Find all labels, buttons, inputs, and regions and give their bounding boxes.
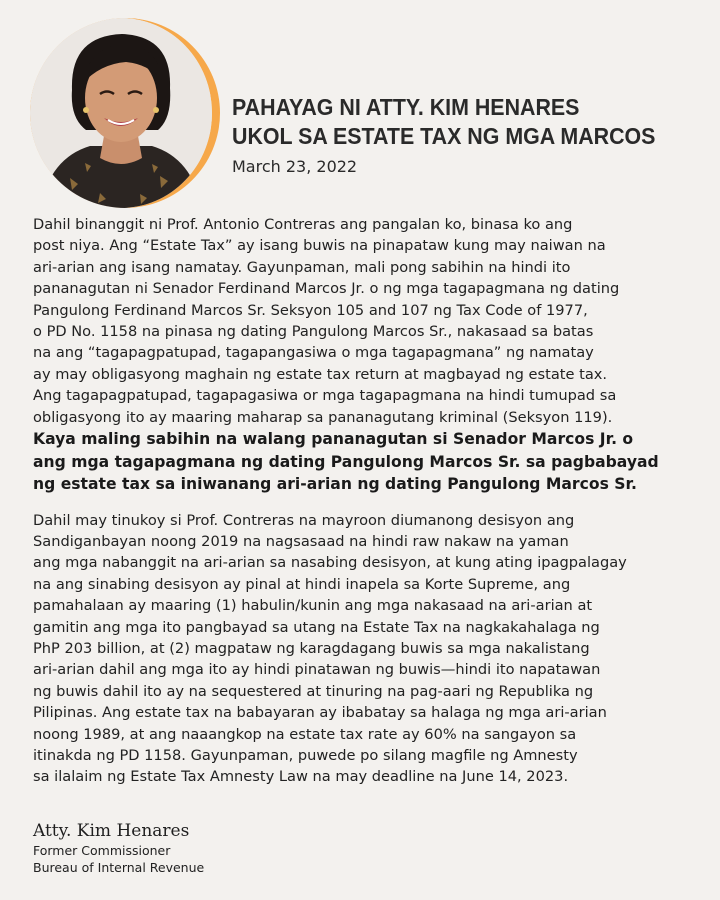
paragraph-line: pamahalaan ay maaring (1) habulin/kunin ang mga nakasaad na ari-arian at — [33, 597, 593, 615]
header — [30, 18, 700, 208]
signature-name: Atty. Kim Henares — [33, 821, 190, 841]
paragraph-1 — [33, 214, 701, 496]
paragraph-line: ari-arian ang isang namatay. Gayunpaman, mali pong sabihin na hindi ito — [33, 258, 571, 276]
signature-organization: Bureau of Internal Revenue — [33, 860, 205, 875]
signature-title: Former Commissioner — [33, 843, 171, 858]
paragraph-line: Pangulong Ferdinand Marcos Sr. Seksyon 105 and 107 ng Tax Code of 1977, — [33, 301, 588, 319]
paragraph-line: Ang tagapagpatupad, tagapagasiwa or mga tagapagmana na hindi tumupad sa — [33, 387, 617, 405]
title-line-1: PAHAYAG NI ATTY. KIM HENARES — [232, 94, 580, 120]
portrait-illustration — [30, 18, 212, 208]
paragraph-line: na ang “tagapagpatupad, tagapangasiwa o mga tagapagmana” ng namatay — [33, 344, 594, 362]
paragraph-line: Dahil binanggit ni Prof. Antonio Contreras ang pangalan ko, binasa ko ang — [33, 216, 573, 233]
signature-block — [33, 820, 433, 876]
paragraph-line: o PD No. 1158 na pinasa ng dating Pangulong Marcos Sr., nakasaad sa batas — [33, 323, 594, 341]
emphasis-line: Kaya maling sabihin na walang pananagutan si Senador Marcos Jr. o — [33, 430, 634, 449]
paragraph-line: Pilipinas. Ang estate tax na babayaran ay ibabatay sa halaga ng mga ari-arian — [33, 704, 607, 722]
portrait-frame — [30, 18, 220, 208]
paragraph-line: obligasyong ito ay maaring maharap sa pananagutang kriminal (Seksyon 119). — [33, 408, 613, 426]
paragraph-line: ay may obligasyong maghain ng estate tax return at magbayad ng estate tax. — [33, 365, 608, 383]
paragraph-line: PhP 203 billion, at (2) magpataw ng karagdagang buwis sa mga nakalistang — [33, 640, 590, 657]
paragraph-line: gamitin ang mga ito pangbayad sa utang na Estate Tax na nagkakahalaga ng — [33, 618, 600, 636]
paragraph-line: post niya. Ang “Estate Tax” ay isang buwis na pinapataw kung may naiwan na — [33, 237, 606, 255]
statement-date: March 23, 2022 — [232, 157, 358, 176]
paragraph-2 — [33, 510, 701, 788]
portrait-photo — [30, 18, 212, 208]
statement-body — [33, 214, 701, 788]
paragraph-line: Sandiganbayan noong 2019 na nagsasaad na hindi raw nakaw na yaman — [33, 532, 569, 550]
paragraph-line: noong 1989, at ang naaangkop na estate tax rate ay 60% na sangayon sa — [33, 725, 577, 743]
paragraph-line: sa ilalaim ng Estate Tax Amnesty Law na may deadline na June 14, 2023. — [33, 768, 569, 786]
paragraph-line: Dahil may tinukoy si Prof. Contreras na mayroon diumanong desisyon ang — [33, 511, 575, 529]
paragraph-line: pananagutan ni Senador Ferdinand Marcos Jr. o ng mga tagapagmana ng dating — [33, 280, 620, 298]
paragraph-line: na ang sinabing desisyon ay pinal at hindi inapela sa Korte Supreme, ang — [33, 575, 571, 593]
paragraph-line: ari-arian dahil ang mga ito ay hindi pinatawan ng buwis—hindi ito napatawan — [33, 661, 601, 679]
title-block — [232, 93, 702, 176]
paragraph-line: ang mga nabanggit na ari-arian sa nasabing desisyon, at kung ating ipagpalagay — [33, 554, 627, 572]
title-line-2: UKOL SA ESTATE TAX NG MGA MARCOS — [232, 123, 656, 149]
emphasis-line: ng estate tax sa iniwanang ari-arian ng dating Pangulong Marcos Sr. — [33, 475, 637, 494]
emphasis-line: ang mga tagapagmana ng dating Pangulong Marcos Sr. sa pagbabayad — [33, 452, 659, 471]
paragraph-line: ng buwis dahil ito ay na sequestered at tinuring na pag-aari ng Republika ng — [33, 682, 594, 700]
paragraph-line: itinakda ng PD 1158. Gayunpaman, puwede po silang magfile ng Amnesty — [33, 747, 578, 765]
